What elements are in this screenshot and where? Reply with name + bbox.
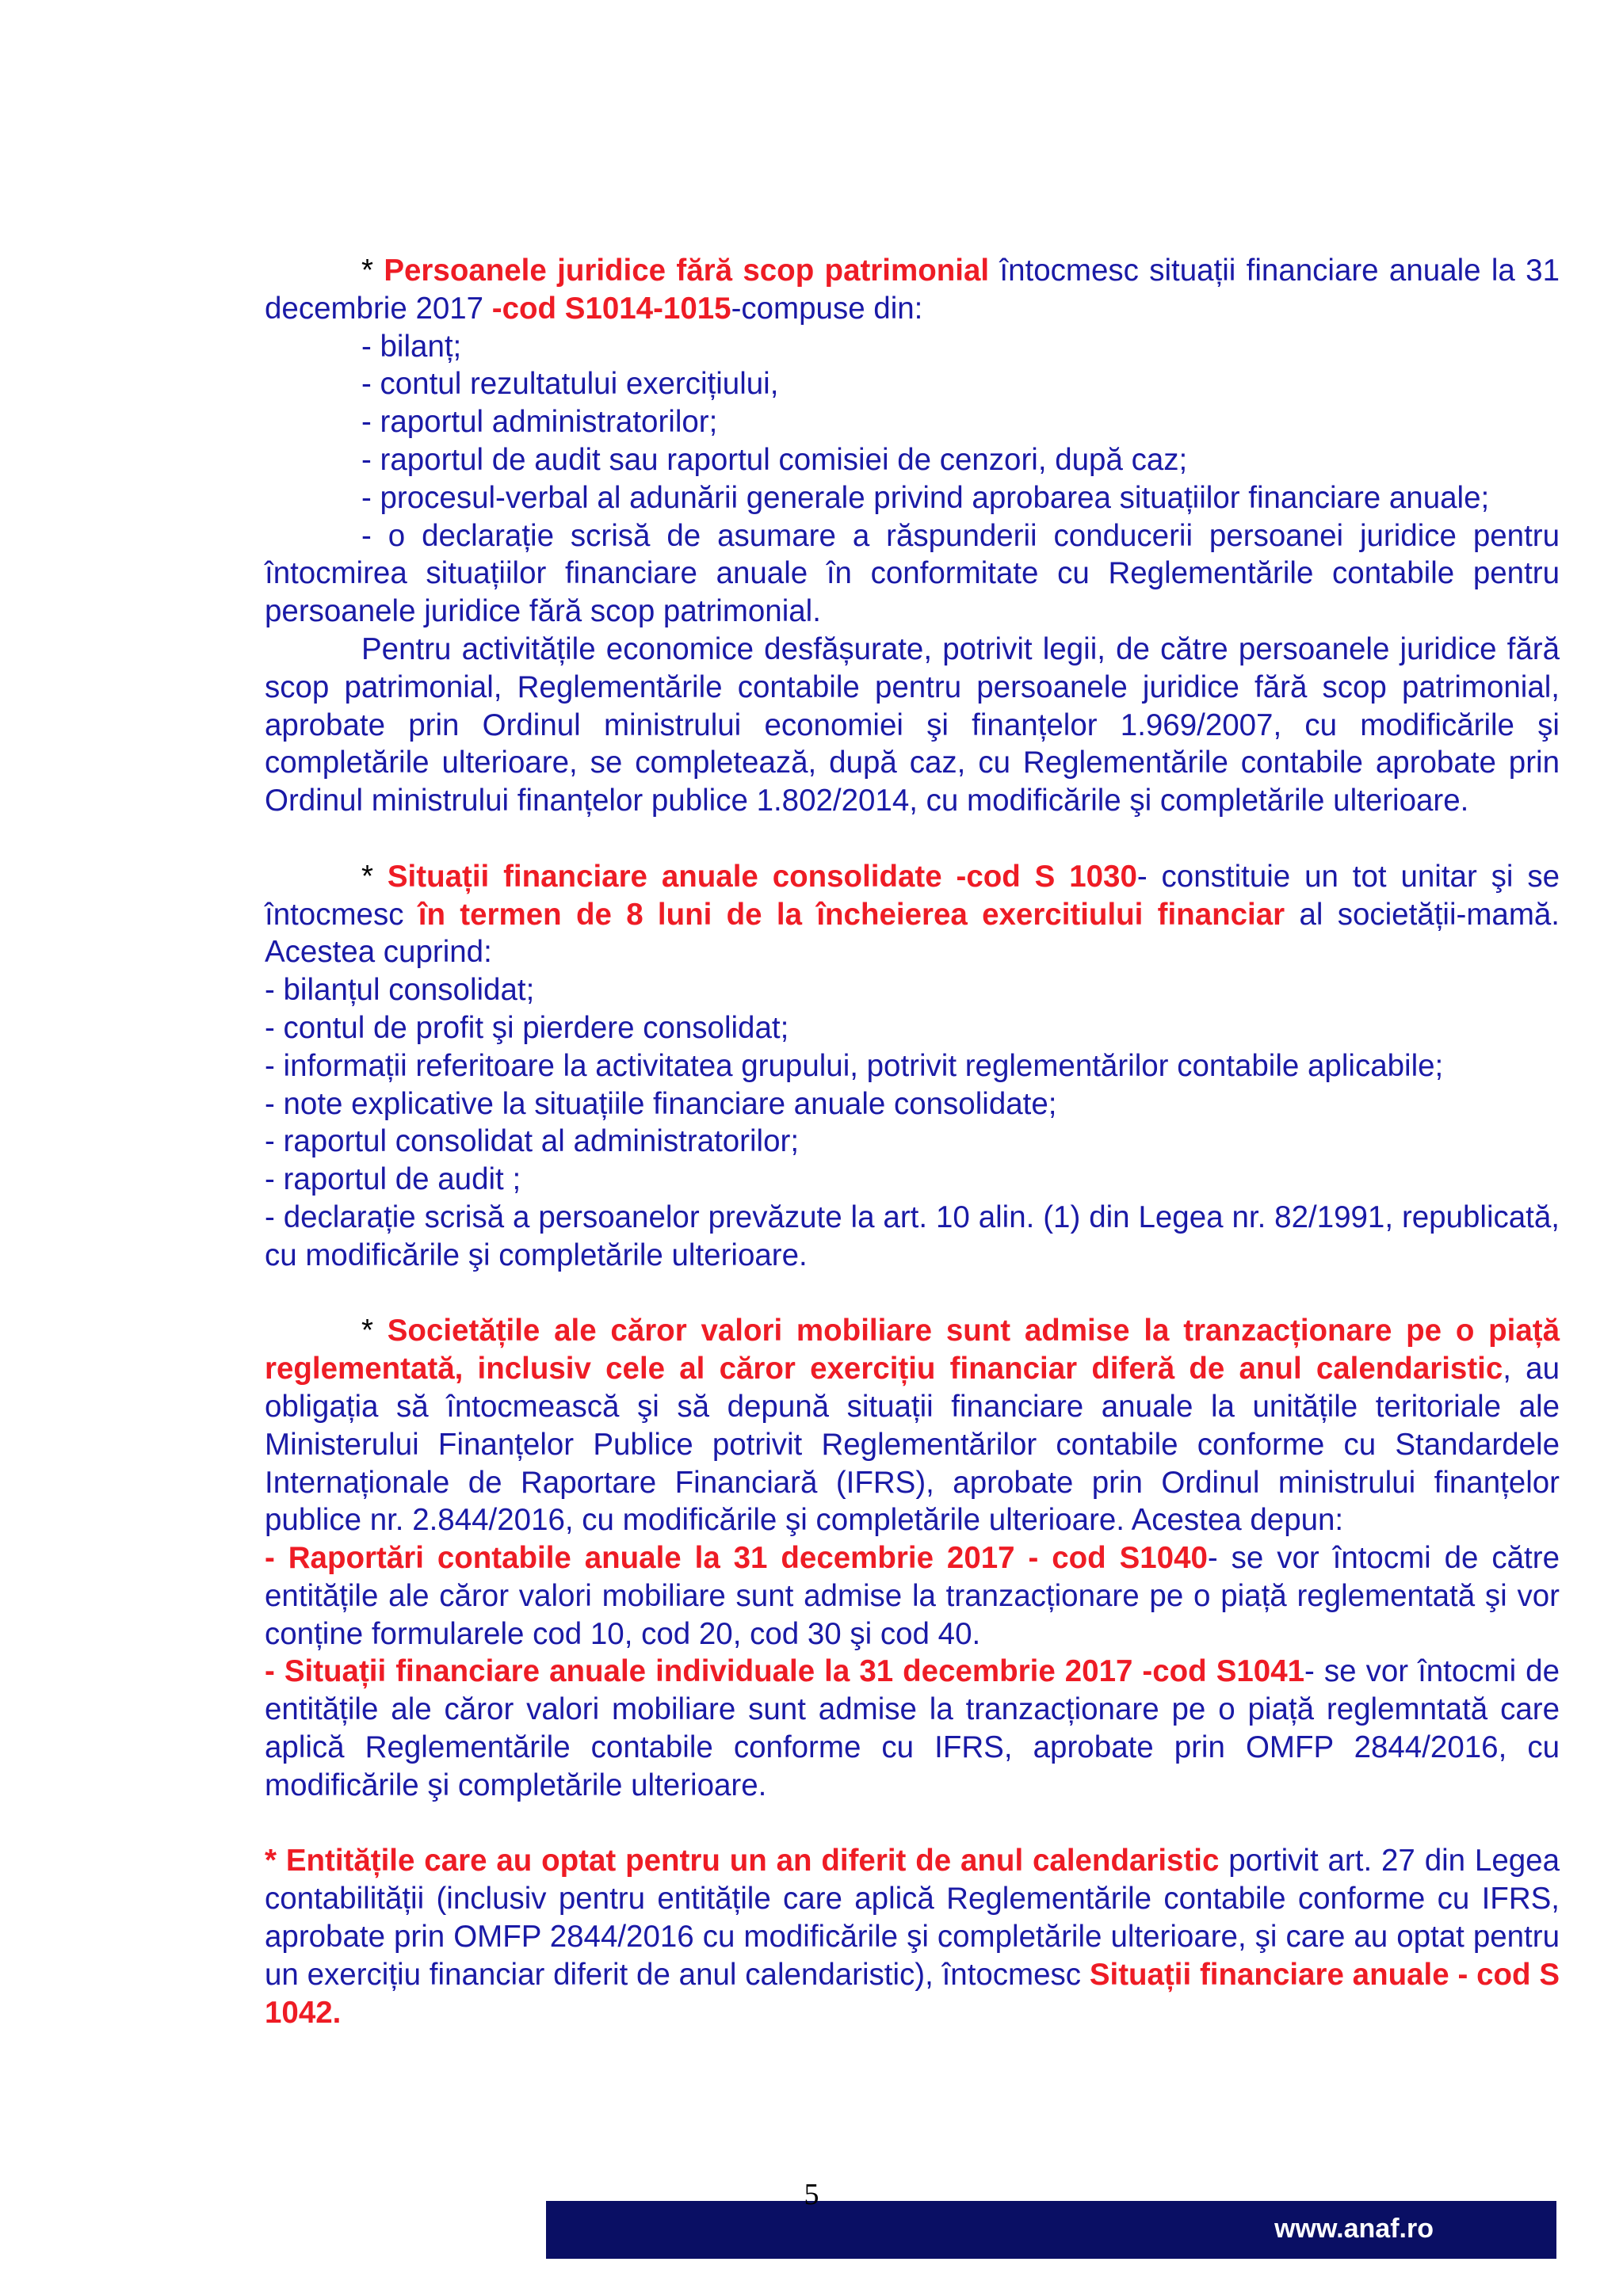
list-item: - raportul de audit sau raportul comisiei de cenzori, după caz; <box>361 442 1188 477</box>
s1040-title: Raportări contabile anuale la 31 decembrie 2017 - cod S1040 <box>288 1541 1208 1576</box>
list-item: - bilanțul consolidat; <box>265 973 535 1008</box>
list-item: - declarație scrisă a persoanelor prevăzute la art. 10 alin. (1) din Legea nr. 82/1991, republicată, cu modificările şi completările ulterioare. <box>265 1199 1560 1272</box>
footer-bar <box>546 2201 1556 2259</box>
list-item: - raportul administratorilor; <box>361 405 718 440</box>
list-item: - bilanț; <box>361 329 462 364</box>
nonprofit-title: Persoanele juridice fără scop patrimonial <box>384 254 990 288</box>
section-consolidated-intro: * Situații financiare anuale consolidate -cod S 1030- constituie un tot unitar şi se întocmesc în termen de 8 luni de la încheierea exercitiului financiar al societății-mamă. Acestea cuprind: <box>265 859 1560 970</box>
nonprofit-economic-activities-paragraph: Pentru activitățile economice desfășurate, potrivit legii, de către persoanele juridice fără scop patrimonial, Reglementările contabile pentru persoanele juridice fără scop patrimonial, aprobate prin Ordinul ministrului economiei şi finanțelor 1.969/2007, cu modificările şi completările ulterioare, se completează, după caz, cu Reglementările contabile aprobate prin Ordinul ministrului finanțelor publice 1.802/2014, cu modificările şi completările ulterioare. <box>265 631 1560 818</box>
bullet-star: * <box>265 1844 286 1878</box>
list-item: - note explicative la situațiile financiare anuale consolidate; <box>265 1086 1057 1121</box>
section-nonprofit-intro: * Persoanele juridice fără scop patrimonial întocmesc situații financiare anuale la 31 decembrie 2017 -cod S1014-1015-compuse din: <box>265 254 1560 326</box>
nonprofit-code: -cod S1014-1015 <box>491 291 731 326</box>
consolidated-title: Situații financiare anuale consolidate <box>387 859 942 894</box>
list-item: - raportul consolidat al administratorilor; <box>265 1124 800 1159</box>
list-item: - raportul de audit ; <box>265 1162 521 1197</box>
listed-companies-title: Societățile ale căror valori mobiliare sunt admise la tranzacționare pe o piață reglementată, inclusiv cele al căror exercițiu financiar diferă de anul calendaristic <box>265 1314 1560 1386</box>
bullet-star: * <box>361 859 388 894</box>
list-item: - informații referitoare la activitatea grupului, potrivit reglementărilor contabile aplicabile; <box>265 1048 1444 1083</box>
s1042-title: Situații financiare anuale <box>1089 1957 1449 1992</box>
consolidated-code: -cod S 1030 <box>941 859 1137 894</box>
page-number: 5 <box>804 2178 819 2211</box>
document-body <box>265 252 1560 2031</box>
listed-companies-s1040-item: - Raportări contabile anuale la 31 decembrie 2017 - cod S1040- se vor întocmi de către entitățile ale căror valori mobiliare sunt admise la tranzacționare pe o piață reglementată şi vor conține formularele cod 10, cod 20, cod 30 şi cod 40. <box>265 1541 1560 1651</box>
list-item: - procesul-verbal al adunării generale privind aprobarea situațiilor financiare anuale; <box>361 480 1490 515</box>
list-item: - o declarație scrisă de asumare a răspunderii conducerii persoanei juridice pentru întocmirea situațiilor financiare anuale în conformitate cu Reglementările contabile pentru persoanele juridice fără scop patrimonial. <box>265 518 1560 629</box>
section-listed-companies-intro: * Societățile ale căror valori mobiliare sunt admise la tranzacționare pe o piață reglementată, inclusiv cele al căror exercițiu financiar diferă de anul calendaristic, au obligația să întocmească şi să depună situații financiare anuale la unitățile teritoriale ale Ministerului Finanțelor Publice potrivit Reglementărilor contabile conforme cu Standardele Internaționale de Raportare Financiară (IFRS), aprobate prin Ordinul ministrului finanțelor publice nr. 2.844/2016, cu modificările şi completările ulterioare. Acestea depun: <box>265 1314 1560 1538</box>
listed-companies-s1041-item: - Situații financiare anuale individuale la 31 decembrie 2017 -cod S1041- se vor întocmi de entitățile ale căror valori mobiliare sunt admise la tranzacționare pe o piață reglemntată care aplică Reglementările contabile conforme cu IFRS, aprobate prin OMFP 2844/2016, cu modificările şi completările ulterioare. <box>265 1654 1560 1802</box>
consolidated-deadline: în termen de 8 luni de la încheierea exercitiului financiar <box>418 897 1285 932</box>
bullet-star: * <box>361 254 384 288</box>
list-item: - contul rezultatului exercițiului, <box>361 367 779 402</box>
footer-url: www.anaf.ro <box>1274 2214 1434 2244</box>
section-different-fiscal-year: * Entitățile care au optat pentru un an diferit de anul calendaristic portivit art. 27 din Legea contabilității (inclusiv pentru entitățile care aplică Reglementările contabile conforme cu IFRS, aprobate prin OMFP 2844/2016 cu modificările şi completările ulterioare, şi care au optat pentru un exercițiu financiar diferit de anul calendaristic), întocmesc Situații financiare anuale - cod S 1042. <box>265 1844 1560 2030</box>
different-year-title: Entitățile care au optat pentru un an diferit de anul calendaristic <box>285 1844 1220 1878</box>
s1042-code: cod S 1042. <box>265 1957 1560 2030</box>
s1041-title: Situații financiare anuale individuale la 31 decembrie 2017 -cod S1041 <box>284 1654 1305 1689</box>
bullet-star: * <box>361 1314 388 1348</box>
list-item: - contul de profit şi pierdere consolidat; <box>265 1010 789 1045</box>
